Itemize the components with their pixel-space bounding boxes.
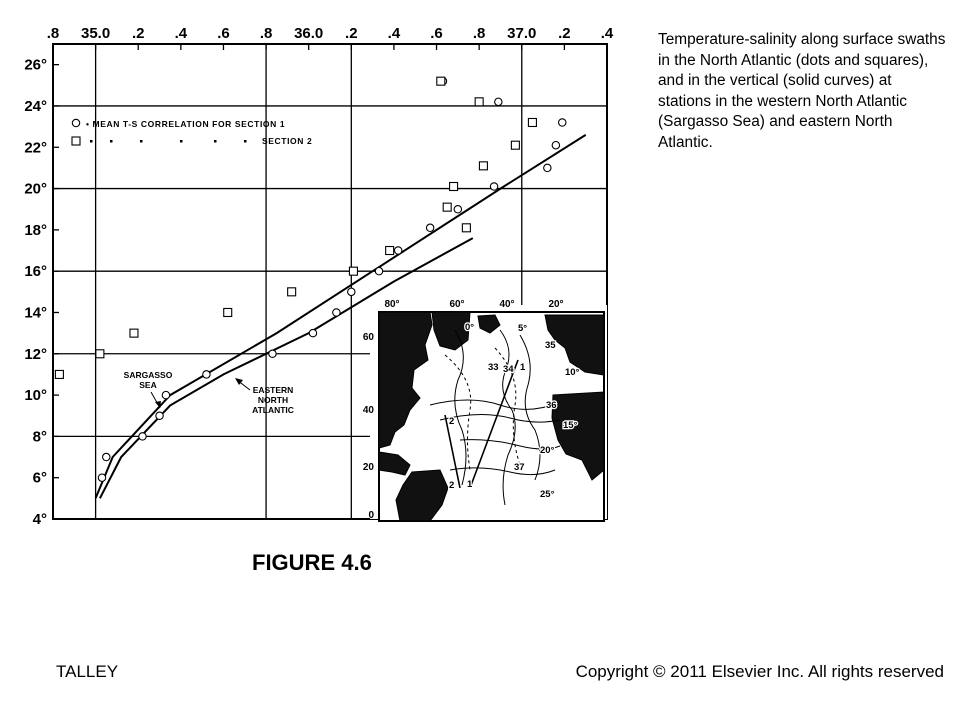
section-2-point	[475, 98, 483, 106]
latitude-label: 0	[368, 510, 374, 521]
section-2-point	[349, 267, 357, 275]
x-tick-label: 36.0	[294, 25, 324, 42]
y-tick-label: 6°	[32, 469, 47, 487]
x-tick-label: .4	[600, 25, 614, 42]
section-2-point	[130, 329, 138, 337]
section-1-point	[426, 224, 433, 231]
section-1-point	[490, 183, 497, 190]
latitude-label: 20	[362, 462, 374, 473]
section-1-point	[333, 309, 340, 316]
figure-caption: Temperature-salinity along surface swaths in the North Atlantic (dots and squares), and in the vertical (solid curves) at stations in the western North Atlantic (Sargasso Sea) and eastern North Atlantic.	[658, 31, 946, 151]
y-tick-label: 24°	[24, 97, 47, 115]
y-tick-label: 10°	[24, 387, 47, 405]
section-2-point	[511, 141, 519, 149]
section-1-point	[348, 288, 355, 295]
x-tick-label: .8	[259, 25, 273, 42]
section-2-point	[224, 308, 232, 316]
section-2-point	[288, 288, 296, 296]
sargasso-annotation: SARGASSO	[123, 370, 173, 380]
contour-label: 1	[520, 362, 526, 373]
section-1-point	[544, 164, 551, 171]
longitude-label: 20°	[548, 299, 564, 310]
section-1-point	[454, 206, 461, 213]
section-1-point	[203, 371, 210, 378]
y-tick-label: 22°	[24, 139, 47, 157]
section-2-point	[528, 118, 536, 126]
contour-label: 34	[503, 364, 514, 375]
legend	[72, 119, 312, 146]
legend-dot	[244, 140, 247, 143]
section-1-point	[375, 267, 382, 274]
x-tick-label: .8	[46, 25, 60, 42]
y-tick-label: 18°	[24, 221, 47, 239]
y-tick-label: 16°	[24, 263, 47, 281]
x-tick-label: .2	[345, 25, 358, 42]
latitude-label: 60	[362, 332, 374, 343]
legend-dot	[90, 140, 93, 143]
longitude-label: 60°	[449, 299, 465, 310]
contour-label: 1	[467, 479, 473, 490]
contour-label: 5°	[518, 323, 528, 334]
section-1-point	[139, 433, 146, 440]
x-tick-label: .2	[131, 25, 145, 42]
section-1-point	[552, 141, 559, 148]
legend-dot	[214, 140, 217, 143]
y-tick-label: 8°	[32, 428, 47, 446]
legend-dot	[110, 140, 113, 143]
contour-label: 35	[545, 340, 556, 351]
contour-label: 10°	[565, 367, 580, 378]
x-tick-label: 37.0	[507, 25, 537, 42]
contour-label: 2	[449, 480, 455, 491]
section-2-point	[96, 350, 104, 358]
contour-label: 25°	[540, 489, 555, 500]
x-tick-label: .4	[387, 25, 401, 42]
x-tick-label: .2	[558, 25, 571, 42]
author-label: TALLEY	[56, 662, 119, 681]
section-1-point	[269, 350, 276, 357]
section-1-point	[156, 412, 163, 419]
legend-label-section-1: • MEAN T-S CORRELATION FOR SECTION 1	[86, 119, 286, 129]
section-2-point	[386, 247, 394, 255]
x-tick-label: .4	[174, 25, 188, 42]
eastern-annotation: EASTERN	[252, 385, 294, 395]
y-tick-label: 4°	[32, 511, 47, 528]
y-tick-label: 12°	[24, 345, 47, 363]
contour-label: 0°	[465, 322, 475, 333]
section-1-point	[98, 474, 105, 481]
section-2-point	[479, 162, 487, 170]
section-2-point	[437, 77, 445, 85]
x-tick-label: .8	[472, 25, 486, 42]
y-tick-label: 14°	[24, 304, 47, 322]
section-2-point	[55, 370, 63, 378]
legend-dot	[140, 140, 143, 143]
latitude-label: 40	[362, 405, 374, 416]
section-1-point	[103, 453, 110, 460]
contour-label: 36	[546, 400, 557, 411]
copyright-notice: Copyright © 2011 Elsevier Inc. All rights reserved	[575, 662, 944, 681]
x-axis	[47, 25, 614, 50]
legend-label-section-2: SECTION 2	[262, 136, 313, 146]
y-tick-label: 20°	[24, 180, 47, 198]
x-tick-label: .6	[430, 25, 443, 42]
x-tick-label: .6	[217, 25, 230, 42]
section-2-point	[450, 183, 458, 191]
figure-label: FIGURE 4.6	[252, 550, 372, 575]
section-2-point	[443, 203, 451, 211]
legend-dot	[180, 140, 183, 143]
section-1-point	[162, 391, 169, 398]
y-tick-label: 26°	[24, 56, 47, 74]
north-atlantic-map-inset	[363, 299, 607, 521]
sargasso-annotation: SEA	[139, 380, 157, 390]
contour-label: 33	[488, 362, 499, 373]
eastern-annotation: ATLANTIC	[252, 405, 294, 415]
legend-square-marker	[72, 137, 80, 145]
longitude-label: 40°	[499, 299, 515, 310]
contour-label: 15°	[563, 420, 578, 431]
x-tick-label: 35.0	[81, 25, 111, 42]
section-1-point	[559, 119, 566, 126]
contour-label: 2	[449, 416, 455, 427]
section-2-point	[462, 224, 470, 232]
section-1-point	[394, 247, 401, 254]
contour-label: 37	[514, 462, 525, 473]
contour-label: 20°	[540, 445, 555, 456]
eastern-annotation: NORTH	[257, 395, 289, 405]
section-1-point	[309, 329, 316, 336]
section-1-point	[495, 98, 502, 105]
legend-circle-marker	[72, 119, 79, 126]
longitude-label: 80°	[384, 299, 400, 310]
